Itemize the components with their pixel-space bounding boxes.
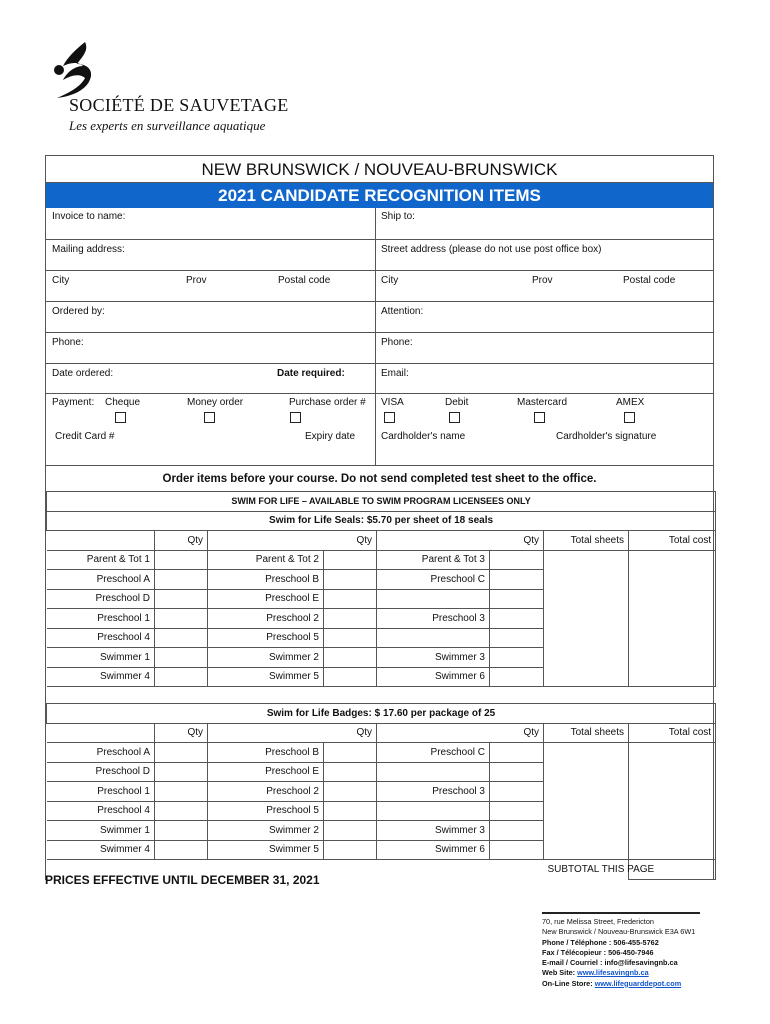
qty-input[interactable] — [324, 801, 377, 821]
seals-header-row — [47, 531, 716, 551]
city-row — [46, 271, 713, 302]
item-label: Preschool 2 — [208, 609, 324, 629]
item-label: Preschool 1 — [47, 782, 155, 802]
date-required-field[interactable]: Date required: — [277, 368, 345, 379]
qty-input[interactable] — [324, 782, 377, 802]
item-label: Preschool 4 — [47, 801, 155, 821]
item-label: Preschool C — [377, 570, 490, 590]
item-label: Swimmer 3 — [377, 648, 490, 668]
attention-field[interactable]: Attention: — [381, 306, 424, 317]
amex-checkbox[interactable] — [624, 412, 635, 423]
total-cost-cell[interactable] — [629, 821, 716, 841]
debit-checkbox[interactable] — [449, 412, 460, 423]
item-label: Preschool A — [47, 743, 155, 763]
qty-input[interactable] — [155, 840, 208, 860]
money-order-checkbox[interactable] — [204, 412, 215, 423]
badges-header-row — [47, 723, 716, 743]
item-label: Swimmer 1 — [47, 821, 155, 841]
item-row — [47, 570, 716, 590]
society-tagline: Les experts en surveillance aquatique — [69, 118, 266, 133]
qty-input[interactable] — [490, 628, 544, 648]
date-row — [46, 364, 713, 394]
item-label — [377, 801, 490, 821]
qty-input[interactable] — [324, 667, 377, 687]
store-link[interactable]: www.lifeguarddepot.com — [594, 978, 682, 988]
website-link[interactable]: www.lifesavingnb.ca — [577, 968, 649, 978]
form-subtitle: 2021 CANDIDATE RECOGNITION ITEMS — [46, 183, 713, 208]
item-label: Swimmer 4 — [47, 667, 155, 687]
qty-input[interactable] — [324, 840, 377, 860]
phone-line: Phone / Téléphone : 506-455-5762 — [542, 937, 659, 947]
email-field[interactable]: Email: — [381, 368, 409, 379]
cheque-checkbox[interactable] — [115, 412, 126, 423]
qty-input[interactable] — [155, 648, 208, 668]
money-order-label: Money order — [187, 397, 244, 408]
item-row — [47, 609, 716, 629]
subtotal-label: SUBTOTAL THIS PAGE — [547, 864, 655, 875]
qty-input[interactable] — [324, 821, 377, 841]
qty-input[interactable] — [155, 821, 208, 841]
total-cost-cell[interactable] — [629, 570, 716, 590]
mastercard-checkbox[interactable] — [534, 412, 545, 423]
phone-row — [46, 333, 713, 364]
qty-input[interactable] — [155, 550, 208, 570]
item-label: Swimmer 6 — [377, 840, 490, 860]
cheque-label: Cheque — [105, 397, 141, 408]
total-cost-cell[interactable] — [629, 648, 716, 668]
total-cost-cell[interactable] — [629, 782, 716, 802]
item-label — [377, 589, 490, 609]
store-label: On-Line Store: — [542, 978, 595, 988]
qty-input[interactable] — [155, 782, 208, 802]
item-row — [47, 589, 716, 609]
qty-input[interactable] — [324, 762, 377, 782]
total-cost-cell[interactable] — [629, 609, 716, 629]
badges-title: Swim for Life Badges: $ 17.60 per package of 25 — [47, 704, 716, 724]
total-cost-cell[interactable] — [629, 840, 716, 860]
credit-card-field[interactable]: Credit Card # — [55, 431, 115, 442]
ship-to-field[interactable]: Ship to: — [381, 211, 415, 222]
item-label: Preschool B — [208, 570, 324, 590]
item-label: Swimmer 1 — [47, 648, 155, 668]
total-sheets-cell[interactable] — [544, 782, 629, 802]
item-label: Swimmer 3 — [377, 821, 490, 841]
item-label: Parent & Tot 2 — [208, 550, 324, 570]
item-label: Preschool B — [208, 743, 324, 763]
item-label: Preschool E — [208, 762, 324, 782]
invoice-to-field[interactable]: Invoice to name: — [52, 211, 126, 222]
amex-label: AMEX — [616, 397, 645, 408]
ship-city-field[interactable]: City — [381, 275, 399, 286]
visa-checkbox[interactable] — [384, 412, 395, 423]
qty-input[interactable] — [155, 743, 208, 763]
qty-input[interactable] — [324, 550, 377, 570]
qty-header: Qty — [490, 723, 544, 743]
ship-phone-field[interactable]: Phone: — [381, 337, 413, 348]
total-sheets-cell[interactable] — [544, 570, 629, 590]
payment-row — [46, 394, 713, 466]
item-label: Preschool C — [377, 743, 490, 763]
total-sheets-cell[interactable] — [544, 550, 629, 570]
item-label: Preschool 3 — [377, 609, 490, 629]
qty-input[interactable] — [155, 589, 208, 609]
society-name: SOCIÉTÉ DE SAUVETAGE — [69, 95, 289, 115]
item-label: Parent & Tot 1 — [47, 550, 155, 570]
item-label: Parent & Tot 3 — [377, 550, 490, 570]
total-cost-cell[interactable] — [629, 743, 716, 763]
total-cost-cell[interactable] — [629, 667, 716, 687]
total-sheets-cell[interactable] — [544, 609, 629, 629]
email-line: E-mail / Courriel : info@lifesavingnb.ca — [542, 958, 678, 968]
invoice-row — [46, 208, 713, 240]
qty-input[interactable] — [155, 762, 208, 782]
item-label: Preschool E — [208, 589, 324, 609]
mastercard-label: Mastercard — [517, 397, 568, 408]
qty-header: Qty — [490, 531, 544, 551]
qty-input[interactable] — [490, 570, 544, 590]
item-label: Swimmer 5 — [208, 667, 324, 687]
qty-header: Qty — [324, 723, 377, 743]
badges-table — [46, 703, 716, 880]
total-sheets-cell[interactable] — [544, 589, 629, 609]
form-title: NEW BRUNSWICK / NOUVEAU-BRUNSWICK — [46, 156, 713, 183]
qty-input[interactable] — [490, 609, 544, 629]
total-sheets-cell[interactable] — [544, 743, 629, 763]
item-label: Swimmer 2 — [208, 648, 324, 668]
item-label: Preschool 4 — [47, 628, 155, 648]
item-label: Preschool 3 — [377, 782, 490, 802]
qty-input[interactable] — [324, 570, 377, 590]
swim-for-life-header: SWIM FOR LIFE – AVAILABLE TO SWIM PROGRAM LICENSEES ONLY — [47, 492, 716, 512]
qty-input[interactable] — [490, 782, 544, 802]
qty-input[interactable] — [490, 550, 544, 570]
date-ordered-field[interactable]: Date ordered: — [52, 368, 114, 379]
street-address-field[interactable]: Street address (please do not use post office box) — [381, 244, 602, 255]
cardholder-signature-field[interactable]: Cardholder's signature — [556, 431, 657, 442]
qty-input[interactable] — [490, 589, 544, 609]
purchase-order-label: Purchase order # — [289, 397, 366, 408]
qty-input[interactable] — [155, 628, 208, 648]
total-sheets-cell[interactable] — [544, 840, 629, 860]
item-row — [47, 762, 716, 782]
ship-prov-field[interactable]: Prov — [532, 275, 553, 286]
purchase-order-checkbox[interactable] — [290, 412, 301, 423]
qty-input[interactable] — [490, 667, 544, 687]
item-label: Swimmer 5 — [208, 840, 324, 860]
total-cost-cell[interactable] — [629, 550, 716, 570]
seals-table — [46, 491, 716, 687]
item-label: Preschool 5 — [208, 628, 324, 648]
prices-effective: PRICES EFFECTIVE UNTIL DECEMBER 31, 2021 — [45, 873, 320, 887]
cardholder-name-field[interactable]: Cardholder's name — [381, 431, 466, 442]
total-cost-cell[interactable] — [629, 801, 716, 821]
item-label: Preschool 5 — [208, 801, 324, 821]
phone-field[interactable]: Phone: — [52, 337, 84, 348]
qty-input[interactable] — [490, 801, 544, 821]
qty-input[interactable] — [324, 648, 377, 668]
item-label — [377, 762, 490, 782]
fax-line: Fax / Télécopieur : 506-450-7946 — [542, 947, 654, 957]
total-cost-header: Total cost — [629, 723, 716, 743]
mailing-address-field[interactable]: Mailing address: — [52, 244, 125, 255]
address-line-1: 70, rue Melissa Street, Fredericton — [542, 917, 654, 926]
visa-label: VISA — [381, 397, 404, 408]
item-row — [47, 821, 716, 841]
item-row — [47, 648, 716, 668]
qty-input[interactable] — [490, 762, 544, 782]
payment-label: Payment: — [52, 397, 95, 408]
item-row — [47, 628, 716, 648]
item-label — [377, 628, 490, 648]
total-cost-cell[interactable] — [629, 589, 716, 609]
qty-input[interactable] — [155, 801, 208, 821]
item-label: Preschool 1 — [47, 609, 155, 629]
qty-input[interactable] — [324, 628, 377, 648]
qty-header: Qty — [155, 723, 208, 743]
item-label: Preschool 2 — [208, 782, 324, 802]
expiry-date-field[interactable]: Expiry date — [305, 431, 356, 442]
address-line-2: New Brunswick / Nouveau-Brunswick E3A 6W1 — [542, 927, 696, 937]
qty-header: Qty — [324, 531, 377, 551]
total-sheets-cell[interactable] — [544, 762, 629, 782]
qty-input[interactable] — [155, 609, 208, 629]
total-sheets-header: Total sheets — [544, 531, 629, 551]
total-cost-cell[interactable] — [629, 628, 716, 648]
item-label: Preschool D — [47, 589, 155, 609]
item-row — [47, 782, 716, 802]
total-cost-header: Total cost — [629, 531, 716, 551]
qty-input[interactable] — [155, 570, 208, 590]
qty-input[interactable] — [490, 648, 544, 668]
total-cost-cell[interactable] — [629, 762, 716, 782]
address-row — [46, 240, 713, 271]
ordered-by-field[interactable]: Ordered by: — [52, 306, 105, 317]
item-label: Swimmer 4 — [47, 840, 155, 860]
ship-postal-code-field[interactable]: Postal code — [623, 275, 676, 286]
city-field[interactable]: City — [52, 275, 70, 286]
seals-title: Swim for Life Seals: $5.70 per sheet of 18 seals — [47, 511, 716, 531]
section-gap — [46, 687, 713, 704]
total-sheets-cell[interactable] — [544, 821, 629, 841]
qty-header: Qty — [155, 531, 208, 551]
item-label: Preschool D — [47, 762, 155, 782]
item-row — [47, 667, 716, 687]
qty-input[interactable] — [324, 589, 377, 609]
total-sheets-cell[interactable] — [544, 667, 629, 687]
total-sheets-cell[interactable] — [544, 628, 629, 648]
total-sheets-header: Total sheets — [544, 723, 629, 743]
qty-input[interactable] — [490, 743, 544, 763]
total-sheets-cell[interactable] — [544, 648, 629, 668]
item-label: Swimmer 6 — [377, 667, 490, 687]
debit-label: Debit — [445, 397, 469, 408]
item-row — [47, 743, 716, 763]
order-form — [45, 155, 714, 880]
qty-input[interactable] — [490, 840, 544, 860]
order-notice: Order items before your course. Do not send completed test sheet to the office. — [46, 466, 713, 492]
item-label: Swimmer 2 — [208, 821, 324, 841]
item-row — [47, 840, 716, 860]
qty-input[interactable] — [155, 667, 208, 687]
total-sheets-cell[interactable] — [544, 801, 629, 821]
item-row — [47, 801, 716, 821]
website-label: Web Site: — [542, 968, 578, 978]
qty-input[interactable] — [324, 743, 377, 763]
postal-code-field[interactable]: Postal code — [278, 275, 331, 286]
qty-input[interactable] — [324, 609, 377, 629]
item-label: Preschool A — [47, 570, 155, 590]
ordered-by-row — [46, 302, 713, 333]
qty-input[interactable] — [490, 821, 544, 841]
item-row — [47, 550, 716, 570]
contact-address — [542, 912, 700, 989]
prov-field[interactable]: Prov — [186, 275, 207, 286]
society-logo — [45, 40, 289, 140]
